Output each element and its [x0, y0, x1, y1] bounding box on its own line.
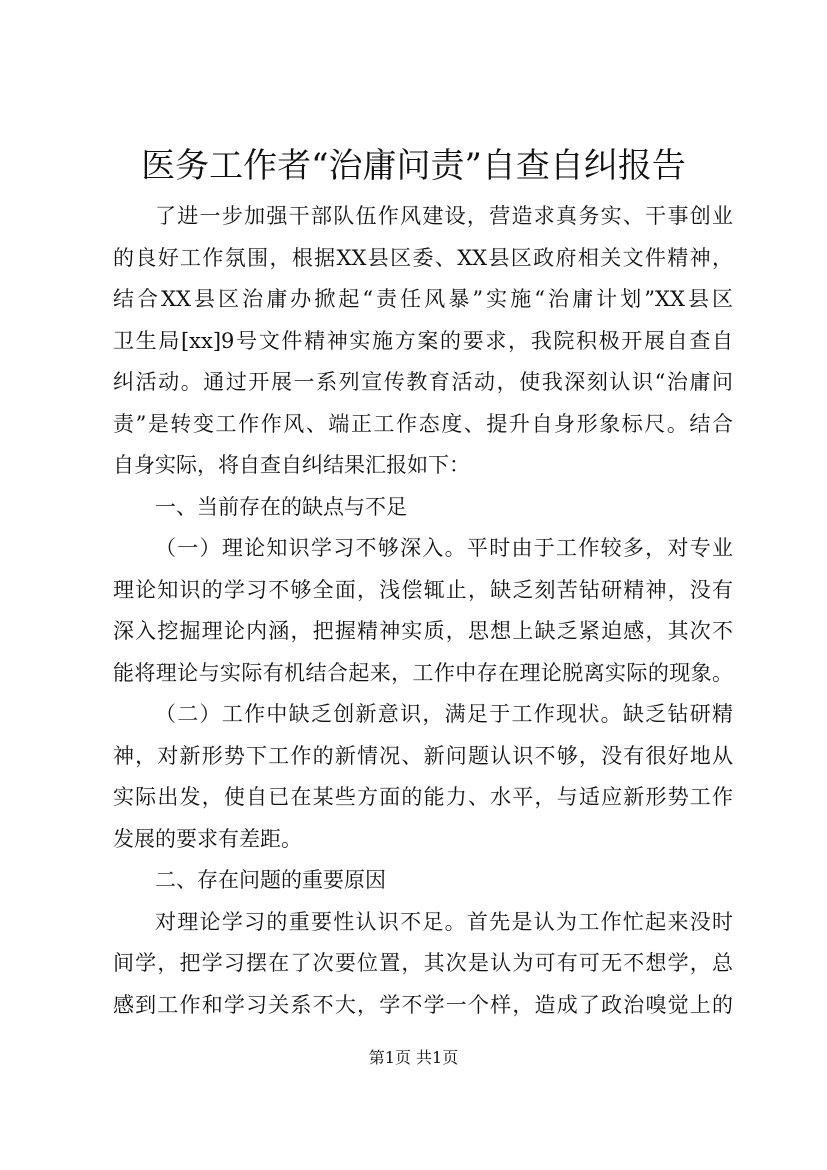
- section-heading: 二、存在问题的重要原因: [155, 868, 386, 892]
- body-line: （二）工作中缺乏创新意识，满足于工作现状。缺乏钻研精: [155, 702, 733, 726]
- body-line: 感到工作和学习关系不大，学不学一个样，造成了政治嗅觉上的: [113, 992, 733, 1017]
- page-number-footer: 第1页 共1页: [368, 1048, 459, 1067]
- body-line: 能将理论与实际有机结合起来，工作中存在理论脱离实际的现象。: [113, 660, 733, 685]
- body-line: 理论知识的学习不够全面，浅偿辄止，缺乏刻苦钻研精神，没有: [113, 577, 733, 602]
- body-line: 发展的要求有差距。: [113, 826, 302, 851]
- body-line: 深入挖掘理论内涵，把握精神实质，思想上缺乏紧迫感，其次不: [113, 619, 733, 643]
- body-line: 责”是转变工作作风、端正工作态度、提升自身形象标尺。结合: [113, 411, 733, 436]
- body-line: 卫生局[xx]9号文件精神实施方案的要求，我院积极开展自查自: [113, 328, 733, 353]
- body-line: 结合XX县区治庸办掀起“责任风暴”实施“治庸计划”XX县区: [113, 287, 733, 311]
- body-line: 了进一步加强干部队伍作风建设，营造求真务实、干事创业: [155, 204, 733, 228]
- body-line: 的良好工作氛围，根据XX县区委、XX县区政府相关文件精神，: [113, 245, 733, 270]
- body-line: 纠活动。通过开展一系列宣传教育活动，使我深刻认识“治庸问: [113, 370, 733, 394]
- body-line: 神，对新形势下工作的新情况、新问题认识不够，没有很好地从: [113, 743, 733, 768]
- section-heading: 一、当前存在的缺点与不足: [155, 494, 407, 519]
- body-line: 自身实际，将自查自纠结果汇报如下：: [113, 453, 470, 477]
- document-title: 医务工作者“治庸问责”自查自纠报告: [141, 146, 686, 186]
- body-line: 对理论学习的重要性认识不足。首先是认为工作忙起来没时: [155, 909, 733, 934]
- body-line: 实际出发，使自已在某些方面的能力、水平，与适应新形势工作: [113, 785, 733, 809]
- document-body: [113, 196, 733, 1026]
- body-line: 间学，把学习摆在了次要位置，其次是认为可有可无不想学，总: [113, 951, 733, 975]
- body-line: （一）理论知识学习不够深入。平时由于工作较多，对专业: [155, 536, 733, 560]
